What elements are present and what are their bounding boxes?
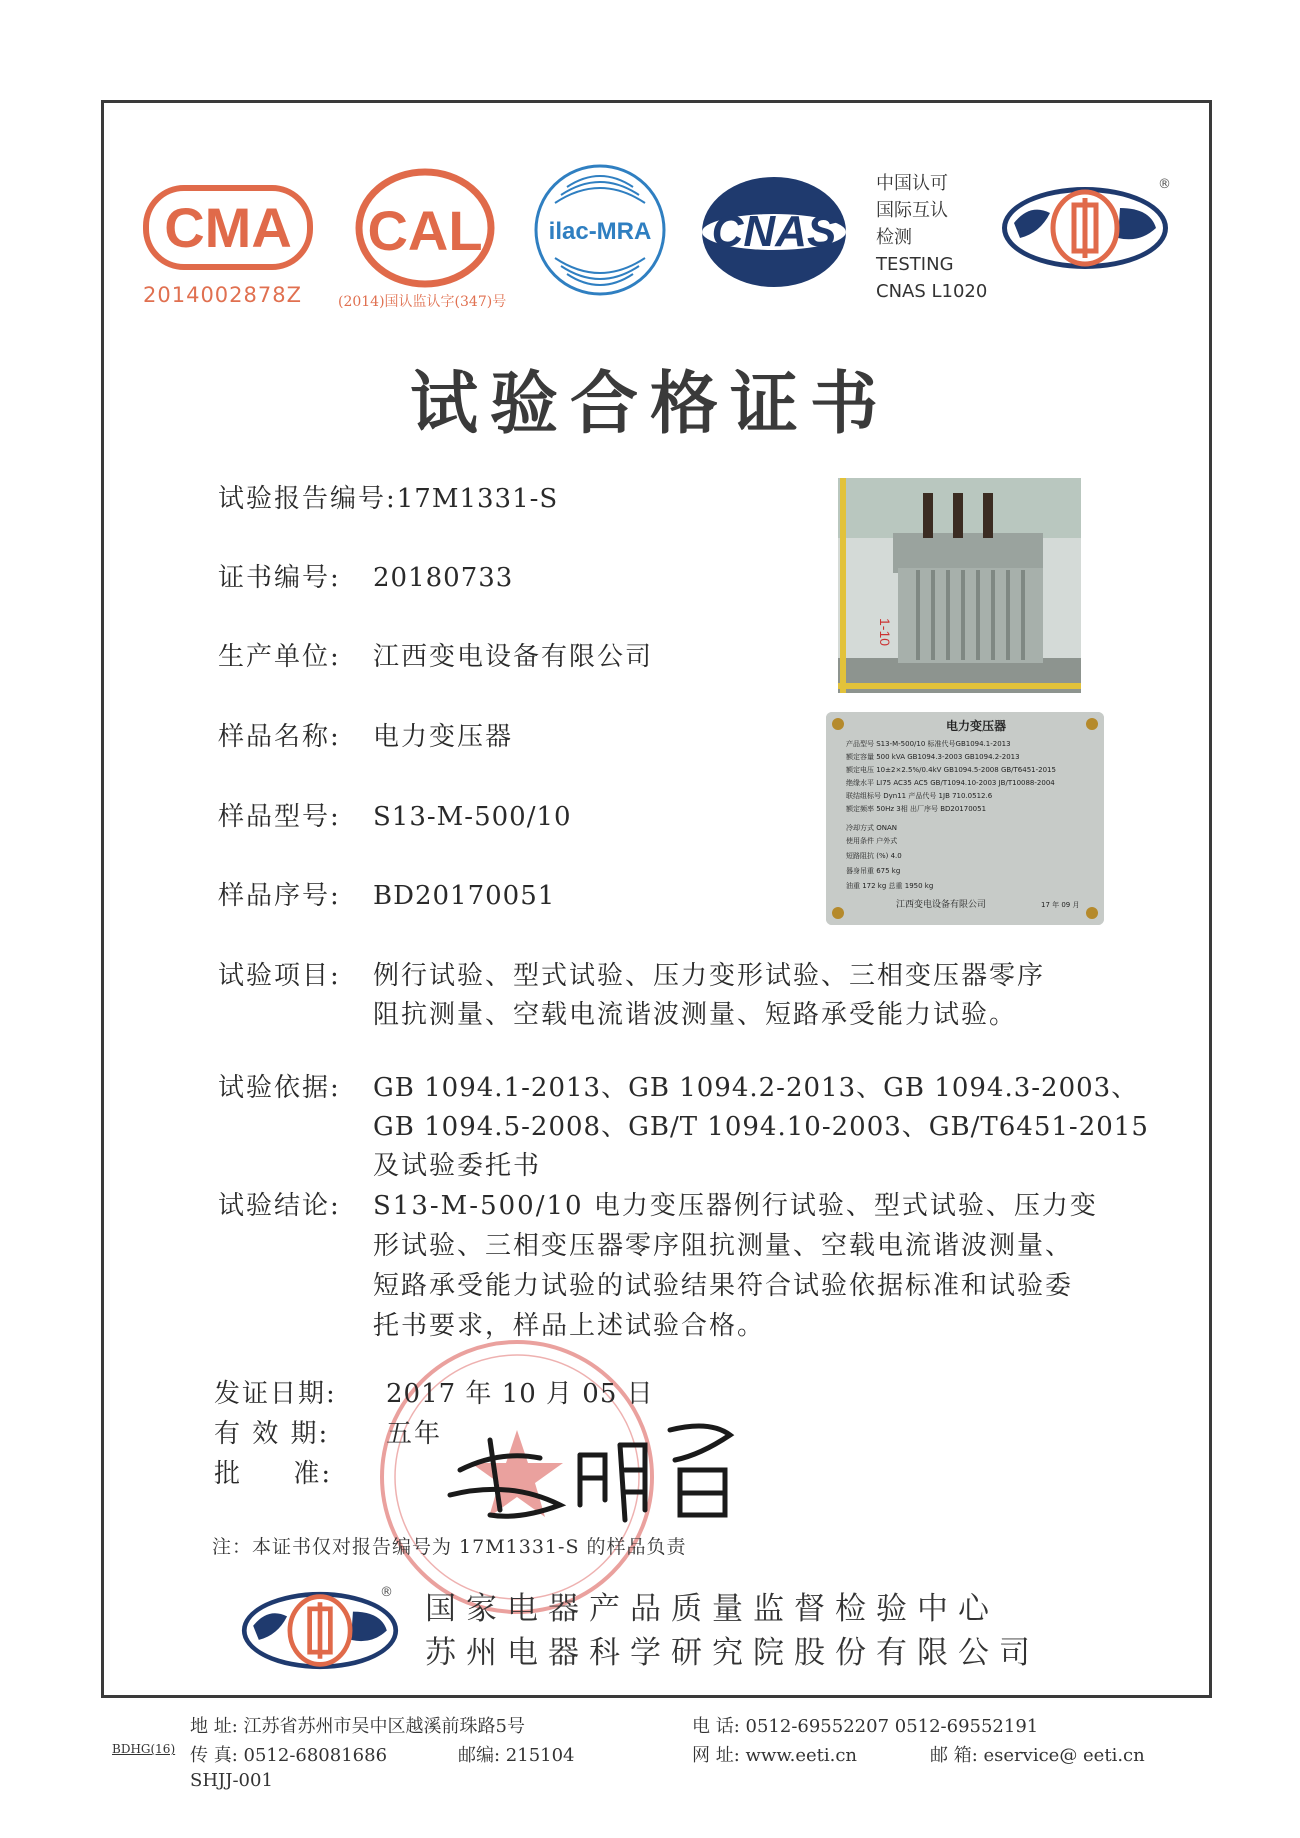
nameplate-row: 额定电压 10±2×2.5%/0.4kV GB1094.5-2008 GB/T6451-2015 bbox=[846, 766, 1056, 774]
handwritten-signature bbox=[430, 1400, 750, 1530]
cnas-logo bbox=[697, 172, 852, 292]
footer-doc-code: SHJJ-001 bbox=[190, 1770, 273, 1791]
field-value: 17M1331-S bbox=[396, 484, 559, 514]
field-manufacturer bbox=[218, 636, 653, 673]
field-value: 电力变压器 bbox=[373, 722, 514, 752]
nameplate-row: 绝缘水平 LI75 AC35 AC5 GB/T1094.10-2003 JB/T10088-2004 bbox=[846, 779, 1055, 787]
nameplate-maker: 江西变电设备有限公司 bbox=[896, 900, 987, 910]
footer-email: 邮 箱: eservice@ eeti.cn bbox=[930, 1745, 1145, 1766]
basis-line: GB 1094.5-2008、GB/T 1094.10-2003、GB/T6451-2015 bbox=[373, 1112, 1149, 1142]
nameplate-row: 联结组标号 Dyn11 产品代号 1JB 710.0512.6 bbox=[846, 792, 993, 800]
field-value: BD20170051 bbox=[373, 881, 556, 911]
field-certificate-number bbox=[218, 557, 513, 594]
ilac-logo-text: ilac-MRA bbox=[548, 218, 652, 245]
field-label: 样品型号: bbox=[218, 802, 341, 832]
basis-line: 及试验委托书 bbox=[373, 1151, 542, 1181]
field-label: 试验报告编号: bbox=[218, 484, 397, 514]
cma-number: 2014002878Z bbox=[143, 283, 302, 307]
conclusion-line: S13-M-500/10 电力变压器例行试验、型式试验、压力变 bbox=[373, 1191, 1098, 1221]
basis-line: GB 1094.1-2013、GB 1094.2-2013、GB 1094.3-2003、 bbox=[373, 1073, 1139, 1103]
nameplate-image bbox=[826, 712, 1104, 925]
cnas-caption-line: TESTING bbox=[876, 254, 954, 275]
footer-website: 网 址: www.eeti.cn bbox=[692, 1745, 858, 1766]
field-label: 证书编号: bbox=[218, 563, 341, 593]
validity-label: 有 效 期: bbox=[214, 1419, 330, 1449]
nameplate-row: 使用条件 户外式 bbox=[846, 837, 898, 845]
ilac-mra-logo bbox=[533, 163, 668, 298]
cnas-caption bbox=[876, 170, 996, 305]
footer-postcode: 邮编: 215104 bbox=[458, 1745, 575, 1766]
conclusion-label: 试验结论: bbox=[218, 1191, 341, 1221]
field-label: 生产单位: bbox=[218, 642, 341, 672]
globe-emblem-icon bbox=[240, 1588, 400, 1673]
basis-label: 试验依据: bbox=[218, 1073, 341, 1103]
certificate-title: 试验合格证书 bbox=[409, 365, 890, 444]
field-value: 20180733 bbox=[373, 563, 514, 593]
cnas-caption-line: 国际互认 bbox=[876, 200, 948, 221]
cal-logo-text: CAL bbox=[367, 199, 483, 262]
footer-code-left: BDHG(16) bbox=[112, 1742, 176, 1756]
field-sample-model bbox=[218, 796, 572, 833]
field-sample-name bbox=[218, 716, 513, 753]
cnas-caption-line: 中国认可 bbox=[876, 173, 948, 194]
globe-emblem-icon bbox=[1000, 183, 1170, 273]
field-label: 样品名称: bbox=[218, 722, 341, 752]
registered-mark: ® bbox=[380, 1585, 393, 1600]
field-value: S13-M-500/10 bbox=[373, 802, 572, 832]
nameplate-row: 油重 172 kg 总重 1950 kg bbox=[846, 882, 934, 890]
nameplate-date: 17 年 09 月 bbox=[1041, 901, 1080, 909]
approve-label: 批 准: bbox=[214, 1459, 333, 1489]
test-items-label: 试验项目: bbox=[218, 961, 341, 991]
conclusion-line: 短路承受能力试验的试验结果符合试验依据标准和试验委 bbox=[373, 1271, 1074, 1301]
nameplate-row: 器身吊重 675 kg bbox=[846, 867, 901, 875]
test-items-line: 阻抗测量、空载电流谐波测量、短路承受能力试验。 bbox=[373, 1000, 1018, 1030]
nameplate-row: 冷却方式 ONAN bbox=[846, 824, 897, 832]
transformer-photo-image bbox=[838, 478, 1081, 693]
conclusion-line: 托书要求，样品上述试验合格。 bbox=[373, 1311, 766, 1341]
test-items-line: 例行试验、型式试验、压力变形试验、三相变压器零序 bbox=[373, 961, 1046, 991]
cnas-logo-text: CNAS bbox=[711, 207, 837, 256]
nameplate-row: 短路阻抗 (%) 4.0 bbox=[846, 852, 902, 860]
photo-side-label: 1-10 bbox=[877, 618, 893, 647]
cma-logo-text: CMA bbox=[164, 196, 292, 259]
field-report-number bbox=[218, 478, 558, 515]
nameplate-row: 产品型号 S13-M-500/10 标准代号GB1094.1-2013 bbox=[846, 740, 1011, 748]
nameplate-title: 电力变压器 bbox=[945, 719, 1007, 733]
org-name-line1: 国家电器产品质量监督检验中心 bbox=[425, 1591, 999, 1627]
validity-value: 五年 bbox=[386, 1419, 443, 1449]
nameplate-row: 额定频率 50Hz 3相 出厂序号 BD20170051 bbox=[846, 805, 987, 813]
certificate-note: 注：本证书仅对报告编号为 17M1331-S 的样品负责 bbox=[212, 1536, 687, 1558]
footer-address: 地 址: 江苏省苏州市吴中区越溪前珠路5号 bbox=[190, 1716, 525, 1737]
issue-date-label: 发证日期: bbox=[214, 1379, 337, 1409]
nameplate-row: 额定容量 500 kVA GB1094.3-2003 GB1094.2-2013 bbox=[846, 753, 1020, 761]
footer-fax: 传 真: 0512-68081686 bbox=[190, 1745, 388, 1766]
cnas-caption-line: 检测 bbox=[876, 227, 912, 248]
cma-logo bbox=[143, 185, 313, 270]
field-label: 样品序号: bbox=[218, 881, 341, 911]
org-name-line2: 苏州电器科学研究院股份有限公司 bbox=[425, 1635, 1040, 1671]
field-sample-serial bbox=[218, 875, 555, 912]
cal-logo bbox=[355, 168, 495, 288]
cnas-caption-line: CNAS L1020 bbox=[876, 281, 988, 302]
conclusion-line: 形试验、三相变压器零序阻抗测量、空载电流谐波测量、 bbox=[373, 1231, 1074, 1261]
registered-mark: ® bbox=[1158, 177, 1171, 192]
footer-phone: 电 话: 0512-69552207 0512-69552191 bbox=[692, 1716, 1039, 1737]
nameplate-photo bbox=[826, 712, 1104, 925]
sample-photo bbox=[838, 478, 1081, 693]
issue-date-value: 2017 年 10 月 05 日 bbox=[386, 1379, 654, 1409]
field-value: 江西变电设备有限公司 bbox=[373, 642, 654, 672]
cal-number: (2014)国认监认字(347)号 bbox=[338, 294, 507, 310]
